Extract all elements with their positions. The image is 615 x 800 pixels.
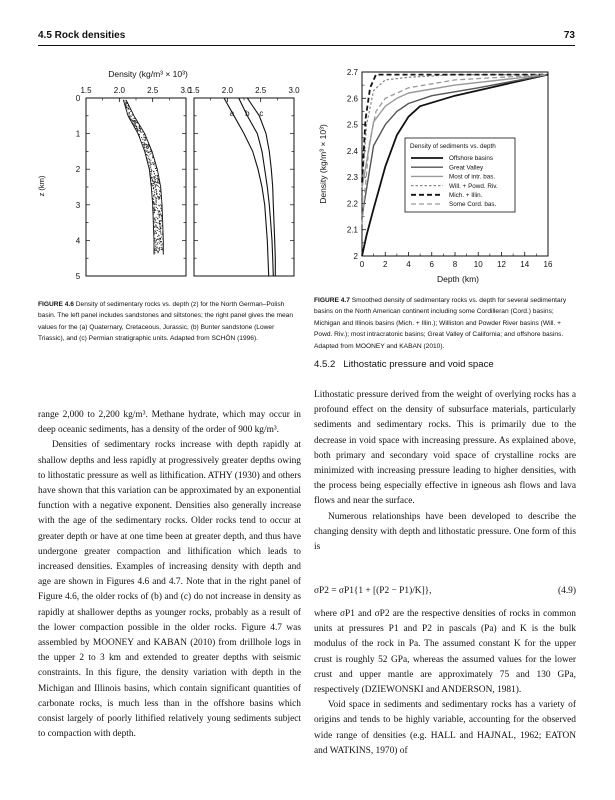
scatter-point xyxy=(162,234,163,235)
scatter-point xyxy=(156,178,157,179)
right-column-text-bottom xyxy=(314,607,576,759)
fig47-plot-area xyxy=(347,68,553,269)
x-tick-label: 14 xyxy=(520,260,530,269)
scatter-point xyxy=(128,108,129,109)
section-heading-title: Lithostatic pressure and void space xyxy=(343,359,494,370)
scatter-point xyxy=(153,162,154,163)
figure-4-6-caption-label: FIGURE 4.6 xyxy=(38,301,74,308)
legend-entry: Some Cord. bas. xyxy=(449,201,497,209)
series-label-b: b xyxy=(245,109,250,118)
scatter-point xyxy=(156,222,157,223)
series-line-c xyxy=(247,98,275,276)
scatter-point xyxy=(138,130,139,131)
scatter-point xyxy=(146,146,147,147)
scatter-point xyxy=(155,222,156,223)
scatter-point xyxy=(147,148,148,149)
scatter-point xyxy=(155,219,156,220)
scatter-point xyxy=(159,249,160,250)
scatter-point xyxy=(157,185,158,186)
scatter-point xyxy=(160,213,161,214)
series-label-a: a xyxy=(229,109,235,118)
series-line-a xyxy=(224,98,269,276)
scatter-point xyxy=(145,151,146,152)
scatter-point xyxy=(147,152,148,153)
fig46-right-panel xyxy=(188,86,300,276)
x-tick-label: 2 xyxy=(383,260,388,269)
x-tick-label: 2.0 xyxy=(221,86,233,95)
right-paragraph-4: Void space in sediments and sedimentary rocks has a variety of origins and tends to be highly variable, accounting for the observed wide range of densities (e.g. HALL and HAJNAL, 1962; EATON and WATKINS, 1970) of xyxy=(314,700,576,756)
scatter-point xyxy=(156,217,157,218)
scatter-point xyxy=(160,223,161,224)
scatter-point xyxy=(151,183,152,184)
scatter-point xyxy=(157,236,158,237)
scatter-point xyxy=(158,198,159,199)
scatter-point xyxy=(159,226,160,227)
scatter-point xyxy=(155,238,156,239)
scatter-point xyxy=(157,180,158,181)
scatter-point xyxy=(149,161,150,162)
scatter-point xyxy=(154,191,155,192)
scatter-point xyxy=(144,147,145,148)
scatter-point xyxy=(134,123,135,124)
scatter-point xyxy=(153,201,154,202)
x-tick-label: 3.0 xyxy=(288,86,300,95)
scatter-point xyxy=(149,162,150,163)
scatter-point xyxy=(135,120,136,121)
scatter-point xyxy=(153,195,154,196)
scatter-point xyxy=(159,239,160,240)
panel-frame xyxy=(194,98,294,276)
scatter-point xyxy=(160,233,161,234)
y-tick-label: 4 xyxy=(75,236,81,246)
section-title: 4.5 Rock densities xyxy=(38,30,126,41)
scatter-point xyxy=(158,239,159,240)
scatter-point xyxy=(154,204,155,205)
equation-4-9 xyxy=(314,586,576,596)
y-tick-label: 2.2 xyxy=(346,199,358,209)
scatter-point xyxy=(154,209,155,210)
scatter-point xyxy=(151,184,152,185)
scatter-point xyxy=(154,218,155,219)
legend-entry: Most of intr. bas. xyxy=(449,173,496,181)
y-tick-label: 2.3 xyxy=(346,173,358,183)
scatter-point xyxy=(129,116,130,117)
figure-4-6 xyxy=(36,60,306,295)
page-number: 73 xyxy=(563,30,575,41)
scatter-point xyxy=(142,131,143,132)
scatter-point xyxy=(159,198,160,199)
y-tick-label: 2 xyxy=(353,252,358,261)
y-tick-label: 3 xyxy=(75,200,81,210)
scatter-point xyxy=(156,189,157,190)
scatter-point xyxy=(130,115,131,116)
scatter-point xyxy=(160,207,161,208)
scatter-point xyxy=(150,160,151,161)
scatter-point xyxy=(151,170,152,171)
scatter-point xyxy=(154,165,155,166)
scatter-point xyxy=(155,182,156,183)
scatter-point xyxy=(158,242,159,243)
scatter-point xyxy=(154,203,155,204)
scatter-point xyxy=(153,187,154,188)
legend-entry: Will. + Powd. Riv. xyxy=(449,182,498,190)
scatter-point xyxy=(162,247,163,248)
scatter-point xyxy=(154,194,155,195)
x-tick-label: 8 xyxy=(452,260,458,269)
figure-4-6-caption-text: Density of sedimentary rocks vs. depth (z) for the North German–Polish basin. The left panel includes sandstones and siltstones; the right panel gives the mean values for the (a) Quaternary, Cretaceous, Jurassic, (b) Bunter sandstone (Lower Triassic), and (c) Permian stratigraphic units. Adapted from SCHÖN (1996). xyxy=(38,301,293,343)
y-tick-label: 0 xyxy=(75,94,81,103)
scatter-point xyxy=(153,210,154,211)
x-tick-label: 2.5 xyxy=(147,86,159,95)
scatter-point xyxy=(145,150,146,151)
scatter-point xyxy=(137,130,138,131)
scatter-point xyxy=(143,134,144,135)
scatter-point xyxy=(159,243,160,244)
scatter-point xyxy=(156,244,157,245)
scatter-point xyxy=(156,239,157,240)
scatter-point xyxy=(150,171,151,172)
equation-body: σP2 = σP1{1 + [(P2 − P1)/K]}, xyxy=(314,586,432,596)
scatter-point xyxy=(139,134,140,135)
scatter-point xyxy=(134,125,135,126)
scatter-point xyxy=(159,187,160,188)
scatter-point xyxy=(155,230,156,231)
scatter-point xyxy=(158,212,159,213)
scatter-point xyxy=(159,205,160,206)
scatter-point xyxy=(160,230,161,231)
fig46-title: Density (kg/m³ × 10³) xyxy=(108,69,188,79)
scatter-point xyxy=(143,142,144,143)
y-tick-label: 2.5 xyxy=(346,120,358,130)
scatter-point xyxy=(153,212,154,213)
right-column-text-top xyxy=(314,388,576,555)
scatter-point xyxy=(159,220,160,221)
x-tick-label: 1.5 xyxy=(80,86,92,95)
y-tick-label: 2.1 xyxy=(346,225,358,235)
scatter-point xyxy=(155,242,156,243)
scatter-point xyxy=(147,146,148,147)
scatter-point xyxy=(161,245,162,246)
scatter-point xyxy=(153,171,154,172)
scatter-point xyxy=(160,204,161,205)
scatter-point xyxy=(159,211,160,212)
panel-frame xyxy=(86,98,186,276)
scatter-point xyxy=(150,165,151,166)
scatter-point xyxy=(152,185,153,186)
scatter-point xyxy=(155,175,156,176)
scatter-point xyxy=(157,218,158,219)
legend-title: Density of sediments vs. depth xyxy=(410,143,496,150)
scatter-point xyxy=(153,176,154,177)
scatter-point xyxy=(156,198,157,199)
left-paragraph-1: range 2,000 to 2,200 kg/m³. Methane hydrate, which may occur in deep oceanic sediments, has a density of the order of 900 kg/m³. xyxy=(38,410,301,436)
scatter-point xyxy=(155,241,156,242)
scatter-point xyxy=(154,173,155,174)
header-rule xyxy=(38,45,575,46)
scatter-point xyxy=(155,231,156,232)
scatter-point xyxy=(154,240,155,241)
scatter-point xyxy=(140,128,141,129)
scatter-point xyxy=(161,247,162,248)
scatter-point xyxy=(159,247,160,248)
scatter-point xyxy=(161,244,162,245)
x-tick-label: 16 xyxy=(543,260,553,269)
scatter-point xyxy=(155,197,156,198)
scatter-point xyxy=(157,208,158,209)
scatter-point xyxy=(157,182,158,183)
scatter-point xyxy=(153,196,154,197)
scatter-point xyxy=(150,162,151,163)
y-tick-label: 2 xyxy=(75,165,81,175)
scatter-point xyxy=(128,109,129,110)
scatter-point xyxy=(155,246,156,247)
x-tick-label: 2.0 xyxy=(113,86,125,95)
scatter-point xyxy=(145,138,146,139)
scatter-point xyxy=(144,146,145,147)
scatter-point xyxy=(155,226,156,227)
scatter-point xyxy=(125,104,126,105)
scatter-point xyxy=(157,239,158,240)
scatter-point xyxy=(158,228,159,229)
scatter-point xyxy=(154,232,155,233)
scatter-point xyxy=(157,178,158,179)
left-column-text xyxy=(38,408,301,742)
scatter-point xyxy=(140,129,141,130)
scatter-point xyxy=(147,145,148,146)
y-tick-label: 5 xyxy=(75,272,81,281)
scatter-point xyxy=(153,199,154,200)
left-paragraph-2: Densities of sedimentary rocks increase with depth rapidly at shallow depths and less rapidly at progressively greater depths owing to lithostatic pressure as well as lithification. ATHY (1930) and others have shown that this variation can be approximated by an exponential function with a negative exponent. Densities also generally increase with the age of the sedimentary rocks. Older rocks tend to occur at greater depth or have at one time been at greater depth, and thus have undergone greater compaction and lithification which leads to increased densities. Examples of increasing density with depth and age are shown in Figures 4.6 and 4.7. Note that in the right panel of Figure 4.6, the older rocks of (b) and (c) do not increase in density as rapidly at shallower depths as younger rocks, probably as a result of the lower compaction possible in the older rocks. Figure 4.7 was assembled by MOONEY and KABAN (2010) from drillhole logs in the upper 2 to 3 km and extended to greater depths with seismic constraints. In this figure, the density variation with depth in the Michigan and Illinois basins, which contain significant quantities of carbonate rocks, is much less than in the offshore basins which consist largely of poorly lithified relatively young sediments subject to compaction with depth. xyxy=(38,440,301,740)
scatter-point xyxy=(139,130,140,131)
scatter-point xyxy=(159,223,160,224)
scatter-point xyxy=(155,168,156,169)
scatter-point xyxy=(153,164,154,165)
scatter-point xyxy=(158,234,159,235)
x-tick-label: 12 xyxy=(497,260,506,269)
scatter-point xyxy=(149,154,150,155)
scatter-point xyxy=(151,169,152,170)
scatter-point xyxy=(157,222,158,223)
y-tick-label: 2.6 xyxy=(346,94,358,104)
scatter-point xyxy=(159,238,160,239)
x-tick-label: 3.0 xyxy=(180,86,192,95)
scatter-point xyxy=(133,118,134,119)
scatter-point xyxy=(148,151,149,152)
scatter-point xyxy=(149,159,150,160)
scatter-point xyxy=(160,228,161,229)
running-head xyxy=(38,30,575,46)
scatter-point xyxy=(143,144,144,145)
fig46-left-panel xyxy=(76,86,192,281)
scatter-point xyxy=(142,139,143,140)
scatter-point xyxy=(157,244,158,245)
y-tick-label: 2.7 xyxy=(346,68,358,77)
scatter-point xyxy=(147,159,148,160)
scatter-point xyxy=(158,197,159,198)
scatter-point xyxy=(160,232,161,233)
scatter-point xyxy=(144,145,145,146)
scatter-point xyxy=(159,190,160,191)
scatter-point xyxy=(157,227,158,228)
scatter-point xyxy=(159,196,160,197)
scatter-point xyxy=(128,114,129,115)
scatter-point xyxy=(155,187,156,188)
scatter-point xyxy=(157,210,158,211)
scatter-point xyxy=(158,186,159,187)
scatter-point xyxy=(159,217,160,218)
scatter-point xyxy=(153,181,154,182)
figure-4-7 xyxy=(314,56,576,288)
scatter-point xyxy=(150,153,151,154)
scatter-point xyxy=(131,116,132,117)
scatter-point xyxy=(154,192,155,193)
scatter-point xyxy=(144,144,145,145)
scatter-point xyxy=(156,202,157,203)
scatter-point xyxy=(147,155,148,156)
x-tick-label: 10 xyxy=(473,260,483,269)
scatter-point xyxy=(133,121,134,122)
scatter-point xyxy=(156,204,157,205)
scatter-point xyxy=(157,230,158,231)
scatter-point xyxy=(161,237,162,238)
scatter-point xyxy=(148,158,149,159)
scatter-point xyxy=(154,248,155,249)
scatter-point xyxy=(147,150,148,151)
figure-4-7-caption xyxy=(314,295,576,352)
scatter-point xyxy=(154,178,155,179)
scatter-point xyxy=(141,137,142,138)
scatter-point xyxy=(155,185,156,186)
fig46-y-axis-label: z (km) xyxy=(37,175,46,197)
equation-number: (4.9) xyxy=(558,586,576,596)
right-paragraph-3: where σP1 and σP2 are the respective densities of rocks in common units at pressures P1 and P2 in pascals (Pa) and K is the bulk modulus of the rock in Pa. The assumed constant K for the upper crust is roughly 52 GPa, whereas the assumed values for the lower crust and upper mantle are approximately 75 and 130 GPa, respectively (DZIEWONSKI and ANDERSON, 1981). xyxy=(314,609,576,696)
scatter-point xyxy=(144,140,145,141)
scatter-point xyxy=(137,128,138,129)
scatter-point xyxy=(151,164,152,165)
scatter-point xyxy=(150,166,151,167)
y-tick-label: 1 xyxy=(75,129,81,139)
scatter-point xyxy=(155,248,156,249)
scatter-point xyxy=(159,183,160,184)
scatter-point xyxy=(151,171,152,172)
scatter-point xyxy=(154,206,155,207)
x-tick-label: 2.5 xyxy=(255,86,267,95)
scatter-point xyxy=(154,184,155,185)
scatter-point xyxy=(159,194,160,195)
figure-4-7-caption-text: Smoothed density of sedimentary rocks vs. depth for several sedimentary basins on the North American continent including some Cordilleran (Cord.) basins; Michigan and Illinois basins (Mich. + Illin.); Williston and Powder River basins (Will. + Powd. Riv.); most intracratonic basins; Great Valley of California; and offshore basins. Adapted from MOONEY and KABAN (2010). xyxy=(314,297,567,350)
figure-4-7-caption-label: FIGURE 4.7 xyxy=(314,297,350,304)
figure-4-6-caption xyxy=(38,299,302,345)
scatter-point xyxy=(145,144,146,145)
scatter-point xyxy=(129,112,130,113)
scatter-point xyxy=(156,233,157,234)
scatter-point xyxy=(159,197,160,198)
scatter-point xyxy=(136,128,137,129)
scatter-point xyxy=(157,176,158,177)
scatter-point xyxy=(148,147,149,148)
scatter-point xyxy=(154,226,155,227)
legend-entry: Great Valley xyxy=(449,164,484,172)
series-label-c: c xyxy=(259,109,264,118)
scatter-point xyxy=(157,242,158,243)
scatter-point xyxy=(146,147,147,148)
scatter-point xyxy=(156,192,157,193)
scatter-point xyxy=(156,249,157,250)
scatter-point xyxy=(156,193,157,194)
scatter-point xyxy=(155,199,156,200)
scatter-point xyxy=(155,225,156,226)
scatter-point xyxy=(158,251,159,252)
x-tick-label: 4 xyxy=(406,260,411,269)
right-paragraph-2: Numerous relationships have been developed to describe the changing density with depth and lithostatic pressure. One form of this is xyxy=(314,511,576,553)
scatter-point xyxy=(157,247,158,248)
scatter-point xyxy=(161,220,162,221)
scatter-point xyxy=(141,132,142,133)
y-tick-label: 2.4 xyxy=(346,146,358,156)
scatter-point xyxy=(153,202,154,203)
right-paragraph-1: Lithostatic pressure derived from the weight of overlying rocks has a profound effect on the density of subsurface materials, particularly sediments and sedimentary rocks. This is primarily due to the decrease in void space with increasing pressure. As explained above, both primary and secondary void space of crystalline rocks are minimized with increasing pressure leading to higher densities, with the process being especially effective in igneous ash flows and lava flows and near the surface. xyxy=(314,390,576,507)
section-heading-number: 4.5.2 xyxy=(314,359,336,370)
fig47-x-axis-label: Depth (km) xyxy=(436,274,480,284)
scatter-point xyxy=(152,179,153,180)
fig47-y-axis-label: Density (kg/m³ × 10³) xyxy=(318,124,328,204)
scatter-point xyxy=(126,106,127,107)
scatter-point xyxy=(154,177,155,178)
x-tick-label: 0 xyxy=(359,260,365,269)
scatter-point xyxy=(155,210,156,211)
scatter-point xyxy=(154,227,155,228)
scatter-point xyxy=(158,213,159,214)
section-heading xyxy=(314,359,502,370)
scatter-point xyxy=(133,124,134,125)
scatter-point xyxy=(154,182,155,183)
legend-entry: Mich. + Illin. xyxy=(449,192,483,199)
scatter-point xyxy=(148,156,149,157)
scatter-point xyxy=(156,207,157,208)
scatter-point xyxy=(150,151,151,152)
legend-entry: Offshore basins xyxy=(449,155,493,163)
scatter-point xyxy=(155,179,156,180)
scatter-point xyxy=(156,191,157,192)
x-tick-label: 6 xyxy=(429,260,434,269)
scatter-point xyxy=(160,238,161,239)
scatter-point xyxy=(151,177,152,178)
scatter-point xyxy=(159,221,160,222)
scatter-point xyxy=(160,239,161,240)
scatter-point xyxy=(160,241,161,242)
scatter-point xyxy=(159,215,160,216)
scatter-point xyxy=(159,231,160,232)
scatter-point xyxy=(161,216,162,217)
scatter-point xyxy=(150,167,151,168)
x-tick-label: 1.5 xyxy=(188,86,200,95)
scatter-point xyxy=(156,170,157,171)
scatter-point xyxy=(162,249,163,250)
scatter-point xyxy=(124,100,125,101)
